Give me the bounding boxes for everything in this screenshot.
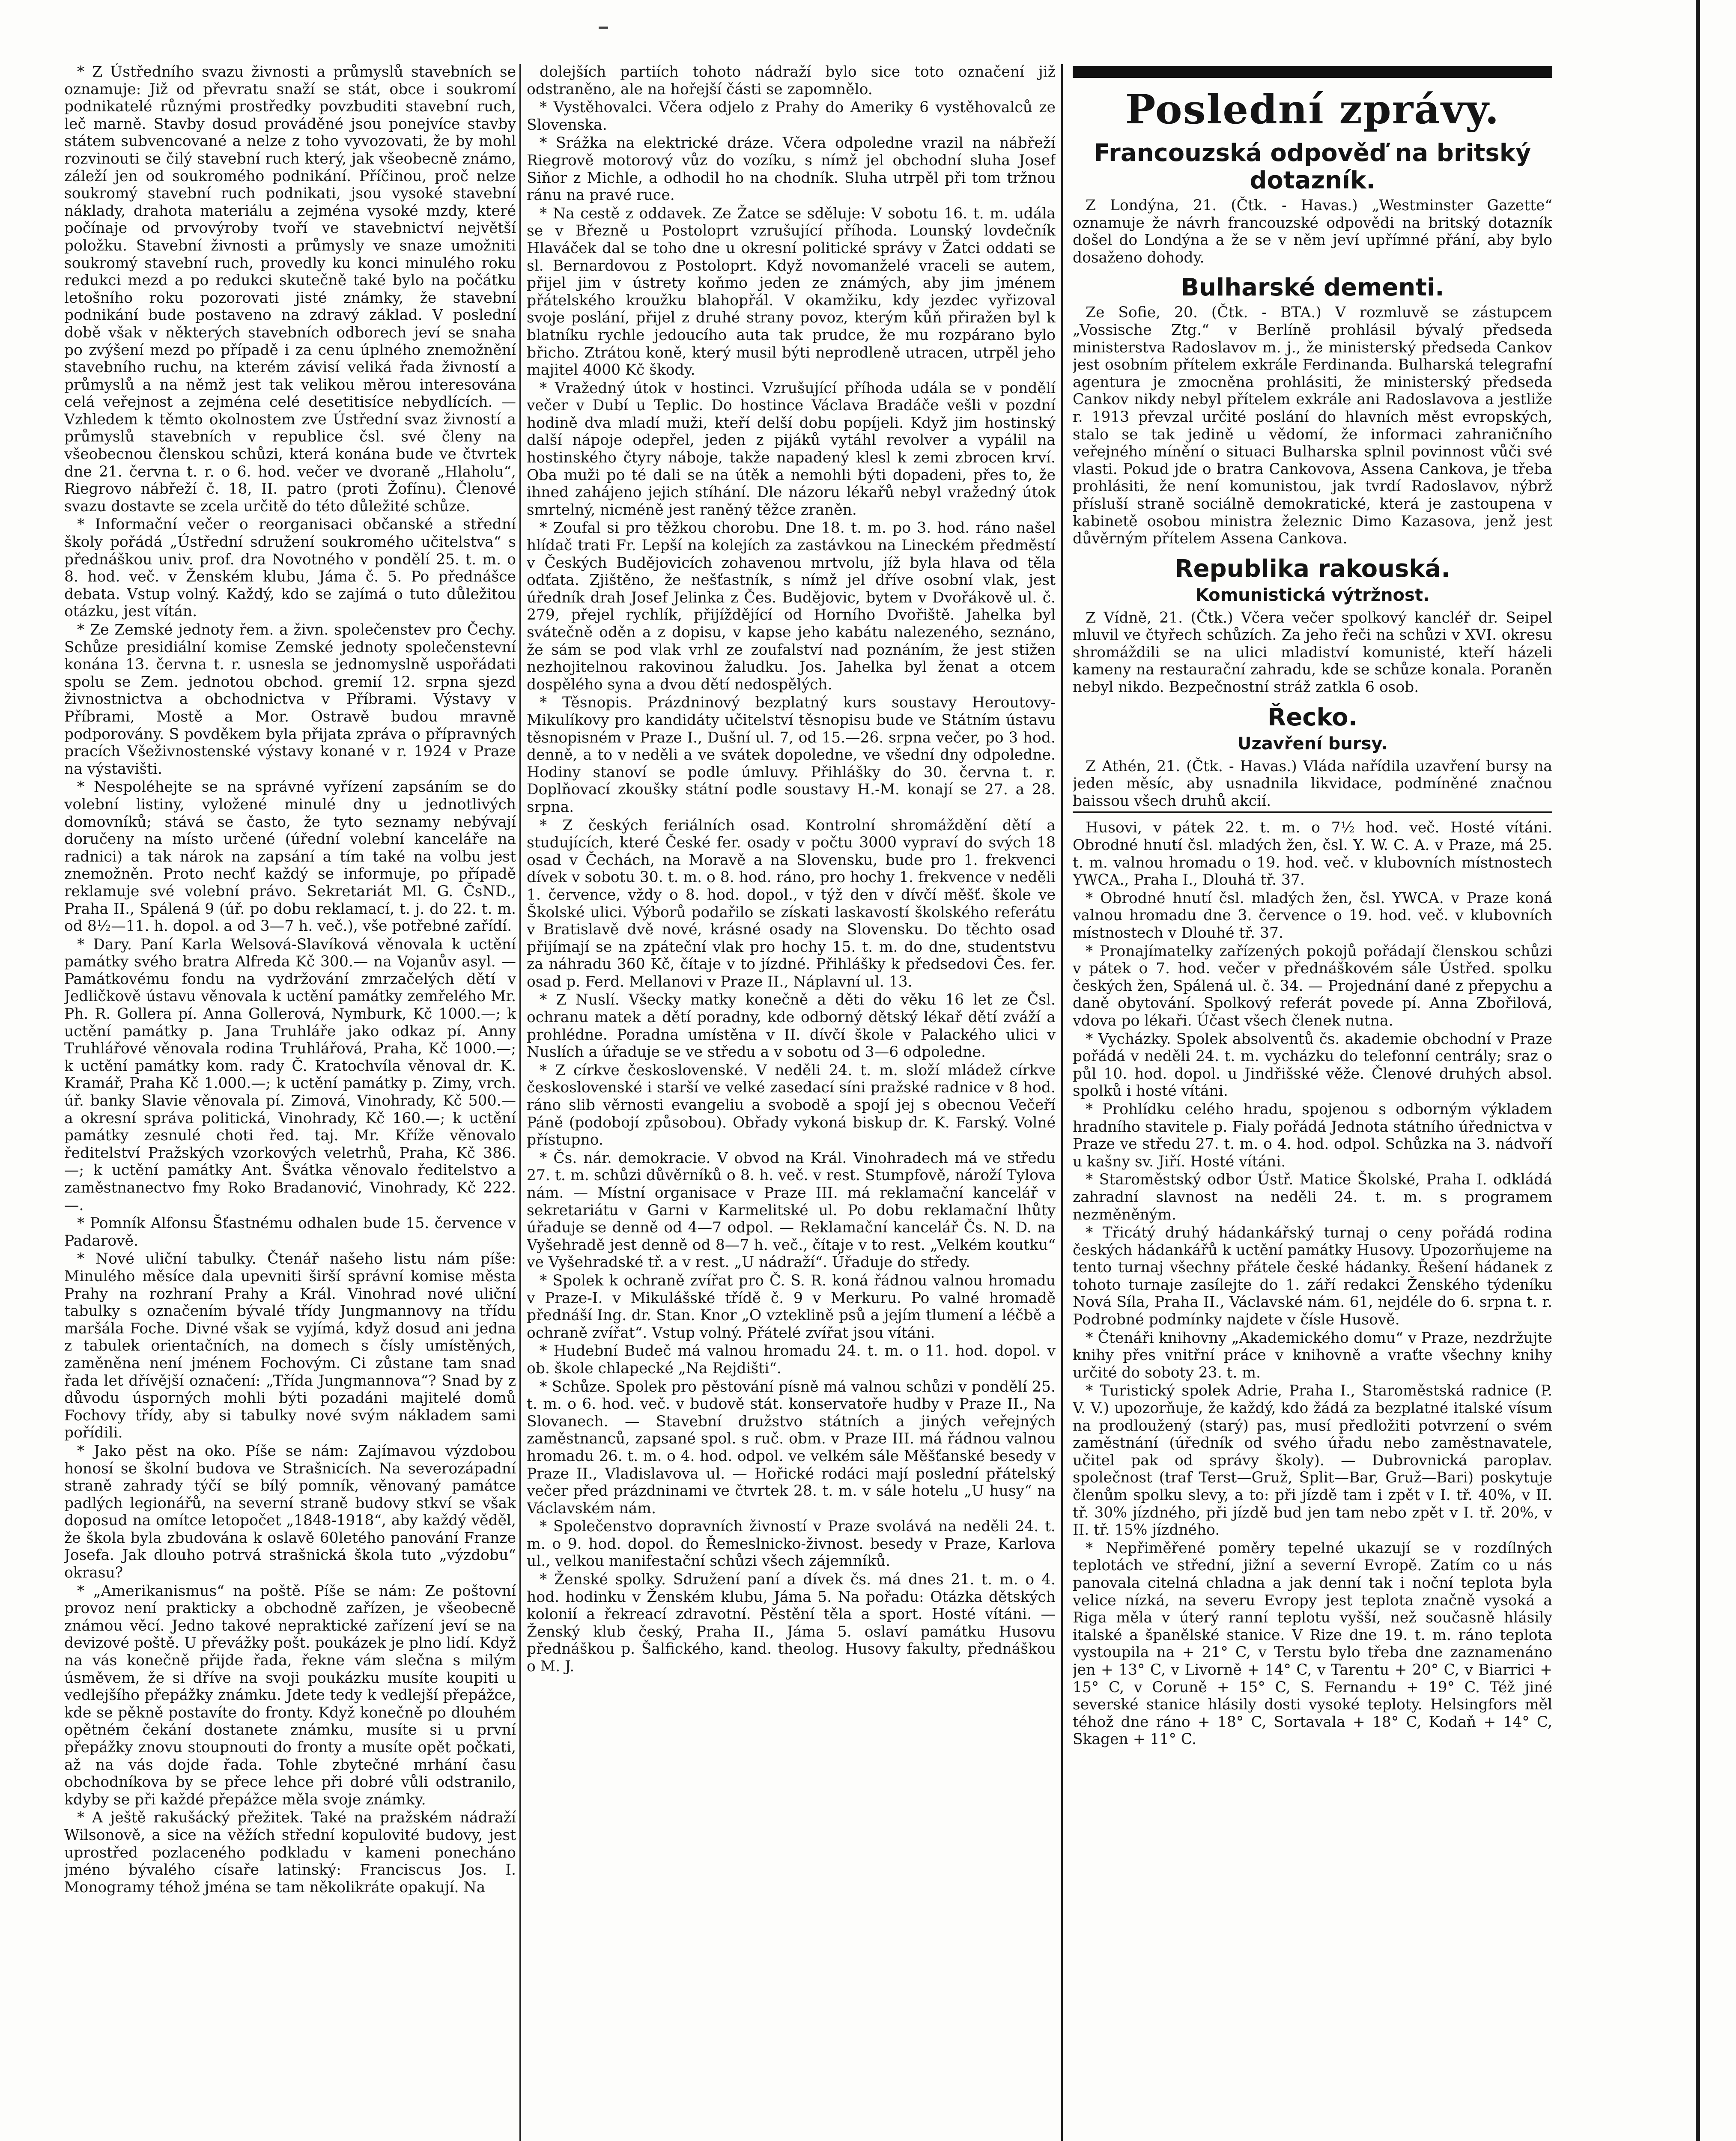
news-item: * Schůze. Spolek pro pěstování písně má valnou schůzi v pondělí 25. t. m. o 6. hod. več. v budově stát. konservatoře hudby v Praze II., Na Slovanech. — Stavební družstvo státních a jiných veřejných zaměstnanců, zapsané spol. s ruč. obm. v Praze III. má řádnou valnou hromadu 26. t. m. o 4. hod. odpol. ve velkém sále Měšťanské besedy v Praze II., Vladislavova ul. — Hořické rodáci mají poslední přátelský večer před prázdninami ve čtvrtek 28. t. m. v sále hotelu „U husy“ na Václavském nám. <box>527 1378 1056 1517</box>
news-item: * Spolek k ochraně zvířat pro Č. S. R. koná řádnou valnou hromadu v Praze-I. v Mikulášské třídě č. 9 v Merkuru. Po valné hromadě přednáší Ing. dr. Stan. Knor „O vzteklině psů a jejím tlumení a léčbě a ochraně zvířat“. Vstup volný. Přátelé zvířat jsou vítáni. <box>527 1272 1056 1342</box>
page-edge <box>1696 0 1700 2141</box>
page-mark <box>599 27 608 29</box>
news-item: * Srážka na elektrické dráze. Včera odpoledne vrazil na nábřeží Riegrově motorový vůz do vozíku, s nímž jel obchodní sluha Josef Siňor z Michle, a odhodil ho na chodník. Sluha utrpěl při tom tržnou ránu na pravé ruce. <box>527 134 1056 204</box>
news-item: * Nespoléhejte se na správné vyřízení zapsáním se do volební listiny, vyložené minulé dny u jednotlivých domovníků; stává se často, že tyto seznamy nebývají doručeny na místo určené (úřední volební kanceláře na radnici) a tak nárok na zapsání a tím také na volbu jest znemožněn. Proto nechť každý se informuje, po případě reklamuje své volební právo. Sekretariát Ml. G. ČsND., Praha II., Spálená 9 (úř. po dobu reklamací, t. j. do 22. t. m. od 8½—11. h. dopol. a od 3—7 h. več.), vše potřebné zařídí. <box>64 778 516 935</box>
news-item: * „Amerikanismus“ na poště. Píše se nám: Ze poštovní provoz není prakticky a obchodně zařízen, je všeobecně známou věcí. Jedno takové nepraktické zařízení jeví se na devizové poště. U převážky pošt. poukázek je plno lidí. Když na vás konečně přijde řada, řekne vám slečna s milým úsměvem, že si dříve na svoji poukázku musíte koupiti u vedlejšího přepážky známku. Jdete tedy k vedlejší přepážce, kde se pěkně postavíte do fronty. Když konečně po dlouhém opětném čekání dostanete známku, musíte si u první přepážky znovu stoupnouti do fronty a musíte opět počkati, až na vás dojde řada. Tohle zbytečné mrhání času obchodníkova by se přece lehce při dobré vůli odstranilo, kdyby se při každé přepážce měla svoje známky. <box>64 1582 516 1808</box>
news-item: Husovi, v pátek 22. t. m. o 7½ hod. več. Hosté vítáni. Obrodné hnutí čsl. mladých žen, čsl. Y. W. C. A. v Praze, má 25. t. m. valnou hromadu o 19. hod. več. v klubovních místnostech YWCA., Praha I., Dlouhá tř. 37. <box>1073 819 1552 889</box>
article-headline: Francouzská odpověď na britský dotazník. <box>1094 139 1531 194</box>
section-masthead: Poslední zprávy. <box>1125 86 1500 133</box>
article-subheadline: Komunistická výtržnost. <box>1195 585 1430 605</box>
news-item: * Turistický spolek Adrie, Praha I., Staroměstská radnice (P. V. V.) upozorňuje, že každý, kdo žádá za bezplatné italské vísum na prodloužený (starý) pas, musí předložiti potvrzení o svém zaměstnání (úředník od svého úřadu nebo zaměstnavatele, učitel pak od správy školy). — Dubrovnická paroplav. společnost (traf Terst—Gruž, Split—Bar, Gruž—Bari) poskytuje členům spolku slevy, a to: při jízdě tam i zpět v I. tř. 40%, v II. tř. 30% jízdného, při jízdě bud jen tam nebo zpět v I. tř. 20%, v II. tř. 15% jízdného. <box>1073 1382 1552 1539</box>
article-body: Z Vídně, 21. (Čtk.) Včera večer spolkový kancléř dr. Seipel mluvil ve čtyřech schůzích. Za jeho řeči na schůzi v XVI. okresu shromáždili se na ulici mladiství komunisté, kteří házeli kameny na restaurační zahradu, kde se schůze konala. Poraněn nebyl nikdo. Bezpečnostní stráž zatkla 6 osob. <box>1073 609 1552 696</box>
news-item: * Dary. Paní Karla Welsová-Slavíková věnovala k uctění památky svého bratra Alfreda Kč 300.— na Vojanův asyl. — Památkovému fondu na vydržování zmrzačelých dětí v Jedličkově ústavu věnovala k uctění památky zemřelého Mr. Ph. R. Gollera pí. Anna Gollerová, Nymburk, Kč 1000.—; k uctění památky p. Jana Truhláře jako odkaz pí. Anny Truhlářové věnovala rodina Truhlářová, Praha, Kč 1000.—; k uctění památky kom. rady Č. Kratochvíla věnoval dr. K. Kramář, Praha Kč 1.000.—; k uctění památky p. Zimy, vrch. úř. banky Slavie věnovala pí. Zimová, Vinohrady, Kč 500.— a okresní správa politická, Vinohrady, Kč 160.—; k uctění památky zesnulé choti řed. taj. Mr. Kříže věnovalo ředitelství Pražských vzorkových veletrhů, Praha, Kč 386.—; k uctění památky Ant. Švátka věnovalo ředitelstvo a zaměstnanectvo fmy Roko Bradanović, Vinohrady, Kč 222.—. <box>64 936 516 1214</box>
middle-column <box>527 63 1056 2141</box>
news-item: * Zoufal si pro těžkou chorobu. Dne 18. t. m. po 3. hod. ráno našel hlídač trati Fr. Lepší na kolejích za zastávkou na Lineckém předměstí v Českých Budějovicích zohavenou mrtvolu, jíž byla hlava od těla odťata. Zjištěno, že nešťastník, s nímž jel dříve osobní vlak, jest úředník drah Josef Jelinka z Čes. Budějovic, bytem v Dvořákově ul. č. 279, přejel rychlík, přijíždějící od Horního Dvořiště. Jahelka byl svátečně oděn a z dopisu, v kapse jeho kabátu nalezeného, seznáno, že sám se pod vlak vrhl ze zoufalství nad poznáním, že jest stižen nezhojitelnou rakovinou žaludku. Jos. Jahelka byl ženat a otcem dospělého syna a dvou dětí nedospělých. <box>527 519 1056 693</box>
section-rule <box>1073 66 1552 78</box>
news-item: * Vycházky. Spolek absolventů čs. akademie obchodní v Praze pořádá v neděli 24. t. m. vycházku do telefonní centrály; sraz o půl 10. hod. dopol. u Jindřišské věže. Členové druhých absol. spolků i hosté vítáni. <box>1073 1030 1552 1100</box>
article-body: Z Londýna, 21. (Čtk. - Havas.) „Westminster Gazette“ oznamuje že návrh francouzské odpovědi na britský dotazník došel do Londýna a že se v něm jeví upřímné přání, aby bylo dosaženo dohody. <box>1073 197 1552 266</box>
news-item: * Ženské spolky. Sdružení paní a dívek čs. má dnes 21. t. m. o 4. hod. hodinku v Ženském klubu, Jáma 5. Na pořadu: Otázka dětských kolonií a řekreací zdravotní. Pěstění těla a sport. Hosté vítáni. — Ženský klub český, Praha II., Jáma 5. oslaví památku Husovu přednáškou p. Šalfického, kand. theolog. Husovy fakulty, přednáškou o M. J. <box>527 1571 1056 1676</box>
news-item: * A ještě rakušácký přežitek. Také na pražském nádraží Wilsonově, a sice na věžích střední kopulovité budovy, jest uprostřed pozlaceného podkladu v kameni ponecháno jméno bývalého císaře latinský: Franciscus Jos. I. Monogramy téhož jména se tam několikráte opakují. Na <box>64 1809 516 1896</box>
left-column <box>64 63 516 2141</box>
news-item: * Prohlídku celého hradu, spojenou s odborným výkladem hradního stavitele p. Fialy pořádá Jednota státního úřednictva v Praze ve středu 27. t. m. o 4. hod. odpol. Schůzka na 3. nádvoří u kašny sv. Jiří. Hosté vítáni. <box>1073 1100 1552 1170</box>
article-body: Z Athén, 21. (Čtk. - Havas.) Vláda nařídila uzavření bursy na jeden měsíc, aby usnadnila likvidace, podmíněné značnou baissou všech druhů akcií. <box>1073 757 1552 810</box>
news-item: * Čs. nár. demokracie. V obvod na Král. Vinohradech má ve středu 27. t. m. schůzi důvěrníků o 8. h. več. v rest. Stumpfově, nároží Tylova nám. — Místní organisace v Praze III. má reklamační kancelář v sekretariátu v Garni v Karmelitské ul. Po dobu reklamační lhůty úřaduje se denně od 4—7 odpol. — Reklamační kancelář Čs. N. D. na Vyšehradě jest denně od 8—7 h. več., čítaje v to rest. „Velkém koutku“ ve Vyšehradské tř. a v rest. „U nádraží“. Úřaduje do středy. <box>527 1149 1056 1271</box>
news-item: * Informační večer o reorganisaci občanské a střední školy pořádá „Ústřední sdružení soukromého učitelstva“ s přednáškou univ. prof. dra Novotného v pondělí 25. t. m. o 8. hod. več. v Ženském klubu, Jáma č. 5. Po přednášce debata. Vstup volný. Každý, kdo se zajímá o tuto důležitou otázku, jest vítán. <box>64 516 516 620</box>
news-item: * Pronajímatelky zařízených pokojů pořádají členskou schůzi v pátek o 7. hod. večer v přednáškovém sále Ústřed. spolku českých žen, Spálená ul. č. 34. — Projednání dané z přepychu a daně obytování. Spolkový referát povede pí. Anna Zbořilová, vdova po lékaři. Účast všech členek nutna. <box>1073 942 1552 1029</box>
news-item: * Z Nuslí. Všecky matky konečně a děti do věku 16 let ze Čsl. ochranu matek a dětí poradny, kde odborný dětský lékař dětí zváží a prohlédne. Poradna umístěna v II. dívčí škole v Palackého ulici v Nuslích a úřaduje se ve středu a v sobotu od 3—6 odpoledne. <box>527 991 1056 1061</box>
article-subheadline: Uzavření bursy. <box>1237 734 1388 754</box>
news-item: * Na cestě z oddavek. Ze Žatce se sděluje: V sobotu 16. t. m. udála se v Březně u Postoloprt vzrušující příhoda. Lounský lovdečník Hlaváček dal se toho dne u okresní politické správy v Žatci oddati se sl. Bernardovou z Postoloprt. Když novomanželé vraceli se autem, přijel jim v ústrety koňmo jeden ze známých, aby jim jménem přátelského kroužku blahopřál. V okamžiku, kdy jezdec vyřizoval svoje poslání, přijel z druhé strany povoz, kterým kůň přiražen byl k blatníku rychle jedoucího auta tak prudce, že mu rozpárano bylo břicho. Ztrátou koně, který musil býti neprodleně utracen, utrpěl jeho majitel 4000 Kč škody. <box>527 205 1056 379</box>
news-item: * Ze Zemské jednoty řem. a živn. společenstev pro Čechy. Schůze presidiální komise Zemské jednoty společenstevní konána 13. června t. r. usnesla se jednomyslně uspořádati spolu se Zem. jednotou obchod. gremií 12. srpna sjezd živnostnictva a obchodnictva v Příbrami. Výstavy v Příbrami, Mostě a Mor. Ostravě budou mravně podporovány. S povděkem byla přijata zpráva o přípravných pracích Všeživnostenské výstavy konané v r. 1924 v Praze na výstavišti. <box>64 621 516 778</box>
news-item: dolejších partiích tohoto nádraží bylo sice toto označení již odstraněno, ale na hořejší části se zapomnělo. <box>527 63 1056 98</box>
news-item: * Z církve československé. V neděli 24. t. m. složí mládež církve československé i starší ve velké zasedací síni pražské radnice v 8 hod. ráno slib věrnosti evangeliu a svobodě a spojí jej s obecnou Večeří Páně (podobojí způsobou). Obřady vykoná biskup dr. K. Farský. Volné přístupno. <box>527 1062 1056 1149</box>
news-item: * Hudební Budeč má valnou hromadu 24. t. m. o 11. hod. dopol. v ob. škole chlapecké „Na Rejdišti“. <box>527 1342 1056 1377</box>
news-item: * Jako pěst na oko. Píše se nám: Zajímavou výzdobou honosí se školní budova ve Strašnicích. Na severozápadní straně zahrady týčí se bílý pomník, věnovaný památce padlých legionářů, na severní straně budovy stkví se však doposud na omítce letopočet „1848-1918“, aby každý věděl, že škola byla zbudována k oslavě 60letého panování Franze Josefa. Jak dlouho potrvá strašnická škola tuto „výzdobu“ okrasu? <box>64 1442 516 1582</box>
news-item: * Nové uliční tabulky. Čtenář našeho listu nám píše: Minulého měsíce dala upevniti širší správní komise města Prahy na rozhraní Prahy a Král. Vinohrad nové uliční tabulky s označením bývalé třídy Jungmannovy na třídu maršála Foche. Divné však se vyjímá, když dosud ani jedna z tabulek orientačních, na domech s čísly umístěných, zaměněna není jménem Fochovým. Ci zůstane tam snad řada let dřívější označení: „Třída Jungmannova“? Snad by z důvodu úsporných mohli býti pozadáni majitelé domů Fochovy třídy, aby si tabulky nové svým nákladem sami pořídili. <box>64 1250 516 1442</box>
news-item: * Pomník Alfonsu Šťastnému odhalen bude 15. července v Padarově. <box>64 1215 516 1249</box>
news-item: * Těsnopis. Prázdninový bezplatný kurs soustavy Heroutovy-Mikulíkovy pro kandidáty učitelství těsnopisu bude ve Státním ústavu těsnopisném v Praze I., Dušní ul. 7, od 15.—26. srpna večer, po 3 hod. denně, a to v neděli a ve svátek dopoledne, ve všední dny odpoledne. Hodiny stanoví se podle úmluvy. Přihlášky do 30. června t. r. Doplňovací zkoušky státní podle soustavy H.-M. konají se 27. a 28. srpna. <box>527 694 1056 816</box>
news-item: * Z Ústředního svazu živnosti a průmyslů stavebních se oznamuje: Již od převratu snaží se stát, obce i soukromí podnikatelé různými prostředky povzbuditi stavební ruch, leč marně. Stavby dosud prováděné jsou ponejvíce stavby státem subvencované a nelze z toho vyvozovati, že by mohl rozvinouti se čilý stavební ruch který, jak všeobecně známo, záleží jen od soukromého podnikání. Příčinou, proč nelze soukromý stavební ruch podnikati, jsou vysoké stavební náklady, drahota materiálu a zejména vysoké mzdy, které počínaje od prvovýroby tvoří ve stavebnictví největší položku. Stavební živnosti a průmysly ve snaze umožniti soukromý stavební ruch, provedly ku konci minulého roku redukci mezd a po redukci skutečně také bylo na počátku letošního roku pozorovati jisté známky, že stavební podnikání bude postaveno na zdravý základ. V poslední době však v některých stavebních odborech jeví se snaha po zvýšení mezd po případě i za cenu úplného znemožnění stavebního ruchu, na kterém závisí veliká řada živností a průmyslů a na němž jest tak velikou měrou interesována celá veřejnost a zejména celé desetitisíce nebydlících. — Vzhledem k těmto okolnostem zve Ústřední svaz živností a průmyslů stavebních v republice čsl. své členy na všeobecnou členskou schůzi, která konána bude ve čtvrtek dne 21. června t. r. o 6. hod. večer ve dvoraně „Hlaholu“, Riegrovo nábřeží č. 18, II. patro (proti Žofínu). Členové svazu dostavte se zcela určitě do této důležité schůze. <box>64 63 516 515</box>
section-rule <box>1073 811 1552 813</box>
news-item: * Vražedný útok v hostinci. Vzrušující příhoda udála se v pondělí večer v Dubí u Teplic. Do hostince Václava Bradáče vešli v pozdní hodině dva mladí muži, kteří delší dobu popíjeli. Když jim hostinský další nápoje odepřel, jeden z pijáků vytáhl revolver a vypálil na hostinského čtyry náboje, takže napadený klesl k zemi zbrocen krví. Oba muži po té dali se na útěk a nemohli býti dopadeni, přes to, že ihned zahájeno jejich stíhání. Dle názoru lékařů nebyl vražedný útok smrtelný, nicméně jest raněný těžce zraněn. <box>527 379 1056 519</box>
news-item: * Nepřiměřené poměry tepelné ukazují se v rozdílných teplotách ve střední, jižní a severní Evropě. Zatím co u nás panovala citelná chladna a jak denní tak i noční teplota byla velice nízká, na severu Evropy jest teplota značně vysoká a Riga měla v úterý ranní teplotu vyšší, než současně hlásily italské a španělské stanice. V Rize dne 19. t. m. ráno teplota vystoupila na + 21° C, v Terstu bylo třeba dne zaznamenáno jen + 13° C, v Livorně + 14° C, v Tarentu + 20° C, v Biarrici + 15° C, v Coruně + 15° C, S. Fernandu + 19° C. Též jiné severské stanice hlásily dosti vysoké teploty. Helsingfors měl téhož dne ráno + 18° C, Sortavala + 18° C, Kodaň + 14° C, Skagen + 11° C. <box>1073 1539 1552 1748</box>
news-item: * Čtenáři knihovny „Akademického domu“ v Praze, nezdržujte knihy přes vnitřní práce v knihovně a vraťte všechny knihy určité do soboty 23. t. m. <box>1073 1329 1552 1381</box>
news-item: * Staroměstský odbor Ústř. Matice Školské, Praha I. odkládá zahradní slavnost na neděli 24. t. m. s programem nezměněným. <box>1073 1171 1552 1223</box>
news-item: * Třicátý druhý hádankářský turnaj o ceny pořádá rodina českých hádankářů k uctění památky Husovy. Upozorňujeme na tento turnaj všechny přátele české hádanky. Řešení hádanek z tohoto turnaje zasílejte do 1. září redakci Ženského týdeníku Nová Síla, Praha II., Václavské nám. 61, nejdéle do 6. srpna t. r. Podrobné podmínky najdete v čísle Husově. <box>1073 1224 1552 1329</box>
column-rule <box>519 64 521 2141</box>
article-headline: Řecko. <box>1268 703 1357 731</box>
news-item: * Společenstvo dopravních živností v Praze svolává na neděli 24. t. m. o 9. hod. dopol. do Řemeslnicko-živnost. besedy v Praze, Karlova ul., velkou manifestační schůzi všech zájemníků. <box>527 1518 1056 1570</box>
article-headline: Republika rakouská. <box>1175 555 1450 583</box>
column-rule <box>1061 64 1063 2141</box>
article-headline: Bulharské dementi. <box>1181 274 1444 302</box>
right-column <box>1073 63 1552 2141</box>
article-body: Ze Sofie, 20. (Čtk. - BTA.) V rozmluvě se zástupcem „Vossische Ztg.“ v Berlíně prohlásil bývalý předseda ministerstva Radoslavov m. j., že ministerský předseda Cankov jest osobním přítelem exkrále Ferdinanda. Bulharská telegrafní agentura je zmocněna prohlásiti, že ministerský předseda Cankov nikdy nebyl přítelem exkrále ani Radoslavova a jestliže r. 1913 převzal určité poslání do hlavních měst evropských, stalo se tak jedině u vědomí, že informaci zahraničního veřejného mínění o situaci Bulharska splnil povinnost vůči své vlasti. Pokud jde o bratra Cankovova, Assena Cankova, je třeba prohlásiti, že není komunistou, jak tvrdí Radoslavov, nýbrž přísluší straně sociálně demokratické, která je zastoupena v kabinetě osobou ministra železnic Dimo Kazasova, jenž jest důvěrným přítelem Assena Cankova. <box>1073 304 1552 548</box>
news-item: * Z českých feriálních osad. Kontrolní shromáždění dětí a studujících, které České fer. osady v počtu 3000 vypraví do svých 18 osad v Čechách, na Moravě a na Slovensku, bude pro 1. frekvenci dívek v sobotu 30. t. m. o 8. hod. ráno, pro hochy 1. frekvence v neděli 1. července, vždy o 8. hod. dopol., v týž den v dívčí měšť. škole ve Školské ulici. Výborů podařilo se získati laskavostí školského referátu v Bratislavě dvě nové, krásné osady na Slovensku. Do těchto osad přijímají se na zpáteční vlak pro hochy 15. t. m. do dne, studentstvu za náhradu 360 Kč, čítaje v to jízdné. Přihlášky k předsedovi Čes. fer. osad p. Ferd. Mellanovi v Praze II., Náplavní ul. 13. <box>527 817 1056 990</box>
news-item: * Vystěhovalci. Včera odjelo z Prahy do Ameriky 6 vystěhovalců ze Slovenska. <box>527 99 1056 134</box>
news-item: * Obrodné hnutí čsl. mladých žen, čsl. YWCA. v Praze koná valnou hromadu dne 3. července o 19. hod. več. v klubovních místnostech v Dlouhé tř. 37. <box>1073 889 1552 942</box>
